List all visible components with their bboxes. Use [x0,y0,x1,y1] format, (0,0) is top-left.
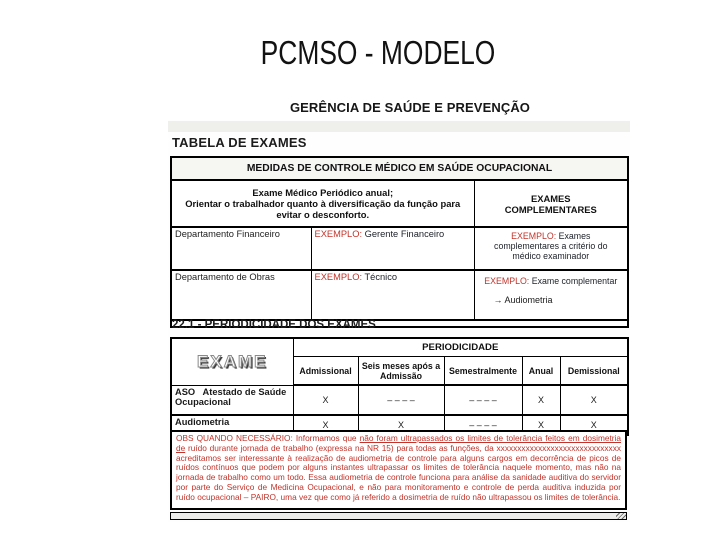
periodic-exam-header-cell [171,180,474,227]
complementary-label: EXEMPLO: [484,276,530,286]
periodic-exam-line1: Exame Médico Periódico anual; [252,187,394,198]
complementary-header-label: EXAMES COMPLEMENTARES [504,192,597,215]
exam-wordart-cell [171,338,293,385]
complementary-value: Exame complementar [531,276,618,286]
value-cell: X [293,415,358,435]
slide-title: PCMSO - MODELO [260,34,496,71]
obs-text-rest: ruído durante jornada de trabalho (expressa na NR 15) para todas as funções, da xxxxxxxxxxxxxxxxxxxxxxxxxxxxxx acreditamos ser interessante à realização de audiometria de controle para alguns cargos em decorrência de picos de ruídos contínuos que podem por alguns instantes ultrapassar os limites de tolerância naquele momento, mas não na jornada de trabalho como um todo. Essa audiometria de controle funciona para análise da sanidade auditiva do servidor por parte do Serviço de Medicina Ocupacional, e não para monitoramento e controle de perda auditiva induzida por ruído ocupacional – PAIRO, uma vez que como já referido a dosimetria de ruído não ultrapassou os limites de tolerância. [176,442,621,502]
periodicity-table [170,337,629,436]
exam-table-title-row [171,157,628,180]
obs-text-underlined: não foram ultrapassados os limites de tolerância feitos em dosimetria de [176,433,621,453]
document-top-band [168,121,630,132]
exam-name-cell: ASO Atestado de Saúde Ocupacional [171,385,293,415]
example-value: Gerente Financeiro [364,229,445,239]
periodicity-group-row [171,338,628,357]
complementary-cell [474,270,628,320]
obs-text-start: Informamos que [295,433,357,443]
document-bottom-strip [170,512,627,520]
complementary-label: EXEMPLO: [511,231,557,241]
column-header: Admissional [293,357,358,386]
exam-table-title-cell: MEDIDAS DE CONTROLE MÉDICO EM SAÚDE OCUPACIONAL [171,157,628,180]
value-cell: – – – – [358,385,444,415]
department-cell: Departamento de Obras [171,270,311,320]
obs-note-box [170,430,627,510]
exam-table [170,156,629,328]
value-cell: – – – – [444,385,522,415]
value-cell: X [560,385,628,415]
table-row [171,227,628,270]
obs-label: OBS QUANDO NECESSÁRIO: [176,433,293,443]
column-header: Anual [522,357,560,386]
complementary-value: Exames complementares a critério do médico examinador [494,231,608,261]
periodic-exam-line2: Orientar o trabalhador quanto à diversificação da função para evitar o desconforto. [185,198,461,220]
value-cell: X [522,415,560,435]
value-cell: X [358,415,444,435]
document-screenshot [168,120,630,522]
table-row [171,385,628,415]
column-header: Semestralmente [444,357,522,386]
example-value: Técnico [364,272,398,282]
periodicity-heading: 22.1 - PERIODICIDADE DOS EXAMES [172,319,376,331]
audiometria-arrow-item: → Audiometria [493,295,553,305]
periodicity-group-header: PERIODICIDADE [293,338,628,357]
column-header: Seis meses após a Admissão [358,357,444,386]
value-cell: – – – – [444,415,522,435]
exam-wordart-label: EXAME [197,351,268,371]
example-label: EXEMPLO: [314,272,363,282]
value-cell: X [560,415,628,435]
exam-table-heading: TABELA DE EXAMES [172,135,307,150]
table-row [171,270,628,320]
complementary-cell [474,227,628,270]
column-header: Demissional [560,357,628,386]
exam-table-header-row [171,180,628,227]
example-cell [311,227,474,270]
example-label: EXEMPLO: [314,229,363,239]
exam-name-cell: Audiometria [171,415,293,435]
resize-handle-icon [616,513,626,519]
slide-subtitle: GERÊNCIA DE SAÚDE E PREVENÇÃO [289,100,531,115]
department-cell: Departamento Financeiro [171,227,311,270]
complementary-header-cell [474,180,628,227]
example-cell [311,270,474,320]
value-cell: X [522,385,560,415]
value-cell: X [293,385,358,415]
